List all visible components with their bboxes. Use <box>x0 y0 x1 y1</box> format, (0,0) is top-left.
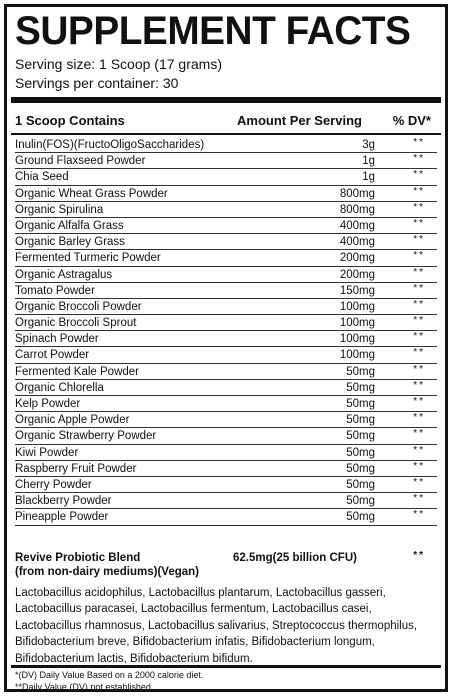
ingredient-dv: ** <box>413 444 425 456</box>
blend-name: Revive Probiotic Blend <box>15 552 141 564</box>
ingredient-amount: 400mg <box>339 236 375 249</box>
ingredient-row <box>15 137 437 153</box>
ingredient-amount: 1g <box>362 155 375 168</box>
ingredient-amount: 800mg <box>339 203 375 216</box>
ingredient-name: Fermented Turmeric Powder <box>15 252 161 265</box>
divider-thick <box>11 97 441 103</box>
column-contains: 1 Scoop Contains <box>15 113 125 128</box>
ingredient-dv: ** <box>413 476 425 488</box>
ingredient-row <box>15 477 437 493</box>
blend-dv: ** <box>413 550 425 561</box>
serving-size: Serving size: 1 Scoop (17 grams) <box>15 56 222 72</box>
ingredient-amount: 50mg <box>346 381 375 394</box>
ingredient-name: Chia Seed <box>15 171 69 184</box>
ingredient-amount: 100mg <box>339 349 375 362</box>
ingredient-row <box>15 202 437 218</box>
ingredient-row <box>15 428 437 444</box>
ingredient-dv: ** <box>413 379 425 391</box>
ingredient-dv: ** <box>413 217 425 229</box>
ingredient-dv: ** <box>413 137 425 148</box>
ingredient-amount: 100mg <box>339 333 375 346</box>
ingredient-amount: 150mg <box>339 284 375 297</box>
ingredient-amount: 100mg <box>339 300 375 313</box>
ingredient-amount: 200mg <box>339 268 375 281</box>
strain-line: Bifidobacterium breve, Bifidobacterium infatis, Bifidobacterium longum, <box>15 636 375 649</box>
ingredient-dv: ** <box>413 315 425 327</box>
ingredient-dv: ** <box>413 363 425 375</box>
ingredient-dv: ** <box>413 493 425 505</box>
probiotic-strains <box>15 585 439 667</box>
column-dv: % DV* <box>392 113 431 128</box>
ingredient-amount: 50mg <box>346 430 375 443</box>
ingredient-amount: 3g <box>362 139 375 151</box>
ingredient-name: Kelp Powder <box>15 398 81 410</box>
strain-line: Lactobacillus paracasei, Lactobacillus fermentum, Lactobacillus casei, <box>15 603 372 616</box>
ingredient-name: Organic Astragalus <box>15 268 113 281</box>
ingredient-amount: 400mg <box>339 219 375 232</box>
ingredient-dv: ** <box>413 298 425 310</box>
ingredient-name: Organic Broccoli Sprout <box>15 317 137 330</box>
ingredient-row <box>15 169 437 185</box>
ingredient-row <box>15 380 437 396</box>
ingredient-amount: 50mg <box>346 478 375 491</box>
blend-subtitle: (from non-dairy mediums)(Vegan) <box>15 566 200 578</box>
ingredient-dv: ** <box>413 250 425 262</box>
ingredient-name: Organic Apple Powder <box>15 414 130 427</box>
ingredient-dv: ** <box>413 266 425 278</box>
ingredient-name: Fermented Kale Powder <box>15 365 140 378</box>
ingredient-name: Organic Strawberry Powder <box>15 430 157 443</box>
ingredient-name: Tomato Powder <box>15 284 95 297</box>
ingredient-row <box>15 364 437 380</box>
ingredient-name: Organic Spirulina <box>15 203 104 216</box>
ingredient-row <box>15 331 437 347</box>
ingredient-dv: ** <box>413 331 425 343</box>
ingredient-dv: ** <box>413 153 425 165</box>
divider-thin <box>11 133 441 135</box>
ingredient-amount: 50mg <box>346 495 375 508</box>
column-header <box>15 111 437 131</box>
ingredient-amount: 50mg <box>346 511 375 524</box>
ingredient-dv: ** <box>413 412 425 424</box>
ingredient-dv: ** <box>413 347 425 359</box>
strain-line: Lactobacillus acidophilus, Lactobacillus plantarum, Lactobacillus gasseri, <box>15 587 386 599</box>
ingredient-name: Organic Barley Grass <box>15 236 125 249</box>
ingredient-amount: 50mg <box>346 462 375 475</box>
column-amount: Amount Per Serving <box>237 113 362 128</box>
strain-line: Lactobacillus rhamnosus, Lactobacillus salivarius, Streptococcus thermophilus, <box>15 619 418 632</box>
ingredient-row <box>15 267 437 283</box>
ingredient-row <box>15 186 437 202</box>
ingredient-row <box>15 445 437 461</box>
ingredient-name: Organic Alfalfa Grass <box>15 219 124 232</box>
ingredient-row <box>15 234 437 250</box>
ingredient-dv: ** <box>413 169 425 181</box>
ingredient-dv: ** <box>413 201 425 213</box>
ingredient-name: Pineapple Powder <box>15 511 109 524</box>
ingredient-amount: 50mg <box>346 398 375 410</box>
ingredient-amount: 200mg <box>339 252 375 265</box>
ingredient-row <box>15 412 437 428</box>
ingredient-name: Organic Wheat Grass Powder <box>15 187 168 200</box>
footnotes <box>15 669 203 693</box>
ingredient-row <box>15 396 437 412</box>
ingredient-row <box>15 153 437 169</box>
ingredient-dv: ** <box>413 428 425 440</box>
ingredient-row <box>15 493 437 509</box>
ingredient-amount: 50mg <box>346 446 375 459</box>
ingredient-amount: 100mg <box>339 317 375 330</box>
blend-amount: 62.5mg(25 billion CFU) <box>233 552 357 564</box>
ingredient-dv: ** <box>413 282 425 294</box>
ingredient-name: Organic Broccoli Powder <box>15 300 142 313</box>
footnote-not-established: **Daily Value (DV) not established <box>15 682 151 692</box>
ingredient-name: Organic Chlorella <box>15 381 104 394</box>
ingredient-name: Carrot Powder <box>15 349 90 362</box>
ingredient-dv: ** <box>413 509 425 521</box>
ingredient-row <box>15 283 437 299</box>
ingredient-list <box>15 137 437 526</box>
ingredient-name: Kiwi Powder <box>15 446 79 459</box>
ingredient-amount: 50mg <box>346 365 375 378</box>
ingredient-row <box>15 218 437 234</box>
divider-footer <box>11 665 441 668</box>
ingredient-dv: ** <box>413 460 425 472</box>
ingredient-row <box>15 461 437 477</box>
ingredient-dv: ** <box>413 185 425 197</box>
ingredient-dv: ** <box>413 234 425 246</box>
ingredient-row <box>15 299 437 315</box>
ingredient-amount: 50mg <box>346 414 375 427</box>
ingredient-dv: ** <box>413 396 425 407</box>
probiotic-blend-row <box>15 551 437 581</box>
ingredient-name: Ground Flaxseed Powder <box>15 155 146 168</box>
panel-title: SUPPLEMENT FACTS <box>15 9 411 53</box>
ingredient-amount: 1g <box>362 171 375 184</box>
ingredient-row <box>15 347 437 363</box>
ingredient-name: Blackberry Powder <box>15 495 112 508</box>
ingredient-name: Raspberry Fruit Powder <box>15 462 137 475</box>
ingredient-row <box>15 250 437 266</box>
ingredient-amount: 800mg <box>339 187 375 200</box>
strain-line: Bifidobacterium lactis, Bifidobacterium bifidum. <box>15 652 253 665</box>
ingredient-name: Spinach Powder <box>15 333 99 346</box>
servings-per-container: Servings per container: 30 <box>15 75 179 91</box>
ingredient-name: Cherry Powder <box>15 478 92 491</box>
ingredient-row <box>15 509 437 525</box>
ingredient-row <box>15 315 437 331</box>
footnote-dv: *(DV) Daily Value Based on a 2000 calorie diet. <box>15 670 204 680</box>
ingredient-name: Inulin(FOS)(FructoOligoSaccharides) <box>15 139 205 151</box>
supplement-facts-panel <box>4 4 448 692</box>
